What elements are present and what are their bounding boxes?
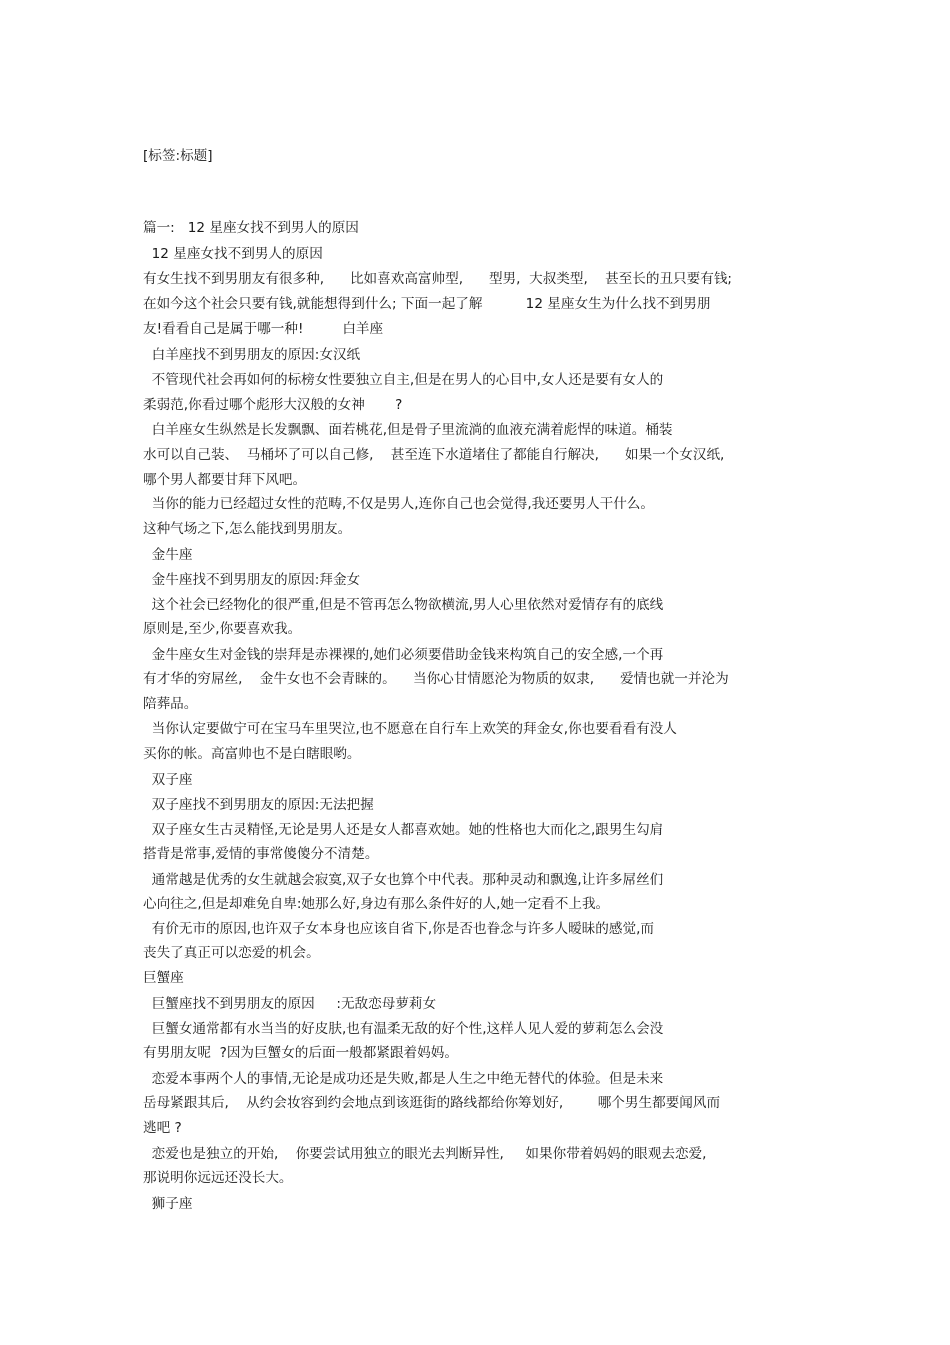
text-line: 有女生找不到男朋友有很多种, 比如喜欢高富帅型, 型男, 大叔类型, 甚至长的丑只要有钱; <box>143 271 733 287</box>
text-line: 这种气场之下,怎么能找到男朋友。 <box>143 521 352 537</box>
text-line: 恋爱也是独立的开始, 你要尝试用独立的眼光去判断异性, 如果你带着妈妈的眼观去恋爱, <box>143 1146 707 1162</box>
text-line: 双子座 <box>143 772 193 788</box>
text-line: 原则是,至少,你要喜欢我。 <box>143 621 302 637</box>
text-line: 友!看看自己是属于哪一种! 白羊座 <box>143 321 384 337</box>
text-line: 丧失了真正可以恋爱的机会。 <box>143 945 320 961</box>
text-line: 恋爱本事两个人的事情,无论是成功还是失败,都是人生之中绝无替代的体验。但是未来 <box>143 1071 664 1087</box>
text-line: 白羊座女生纵然是长发飘飘、面若桃花,但是骨子里流淌的血液充满着彪悍的味道。桶装 <box>143 422 673 438</box>
text-line: 哪个男人都要甘拜下风吧。 <box>143 472 307 488</box>
text-line: 双子座女生古灵精怪,无论是男人还是女人都喜欢她。她的性格也大而化之,跟男生勾肩 <box>143 822 664 838</box>
text-line: 金牛座女生对金钱的崇拜是赤裸裸的,她们必须要借助金钱来构筑自己的安全感,一个再 <box>143 647 664 663</box>
text-line: 那说明你远远还没长大。 <box>143 1170 293 1186</box>
text-line: 岳母紧跟其后, 从约会妆容到约会地点到该逛街的路线都给你筹划好, 哪个男生都要闻风而 <box>143 1095 721 1111</box>
text-line: 有才华的穷屌丝, 金牛女也不会青睐的。 当你心甘情愿沦为物质的奴隶, 爱情也就一并沦为 <box>143 671 729 687</box>
text-line: 当你的能力已经超过女性的范畴,不仅是男人,连你自己也会觉得,我还要男人干什么。 <box>143 496 654 512</box>
text-line: 柔弱范,你看过哪个彪形大汉般的女神 ? <box>143 397 403 413</box>
text-line: 篇一: 12 星座女找不到男人的原因 <box>143 220 359 236</box>
text-line: 不管现代社会再如何的标榜女性要独立自主,但是在男人的心目中,女人还是要有女人的 <box>143 372 664 388</box>
text-line: 这个社会已经物化的很严重,但是不管再怎么物欲横流,男人心里依然对爱情存有的底线 <box>143 597 664 613</box>
text-line: 陪葬品。 <box>143 696 198 712</box>
text-line: 白羊座找不到男朋友的原因:女汉纸 <box>143 347 361 363</box>
text-line: 水可以自己装、 马桶坏了可以自己修, 甚至连下水道堵住了都能自行解决, 如果一个女汉纸, <box>143 447 725 463</box>
text-line: 有价无市的原因,也许双子女本身也应该自省下,你是否也眷念与许多人暧昧的感觉,而 <box>143 921 654 937</box>
text-line: 在如今这个社会只要有钱,就能想得到什么; 下面一起了解 12 星座女生为什么找不到男朋 <box>143 296 711 312</box>
text-line: 狮子座 <box>143 1196 193 1212</box>
text-line: 搭背是常事,爱情的事常傻傻分不清楚。 <box>143 846 379 862</box>
text-line: 巨蟹座 <box>143 970 184 986</box>
text-line: 金牛座找不到男朋友的原因:拜金女 <box>143 572 361 588</box>
text-line: 买你的帐。高富帅也不是白瞎眼哟。 <box>143 746 361 762</box>
text-line: 巨蟹座找不到男朋友的原因 :无敌恋母萝莉女 <box>143 996 437 1012</box>
text-line: 双子座找不到男朋友的原因:无法把握 <box>143 797 374 813</box>
text-line: 巨蟹女通常都有水当当的好皮肤,也有温柔无敌的好个性,这样人见人爱的萝莉怎么会没 <box>143 1021 664 1037</box>
text-line: 心向往之,但是却难免自卑:她那么好,身边有那么条件好的人,她一定看不上我。 <box>143 896 610 912</box>
tag-line: [标签:标题] <box>143 148 213 164</box>
text-line: 当你认定要做宁可在宝马车里哭泣,也不愿意在自行车上欢笑的拜金女,你也要看看有没人 <box>143 721 677 737</box>
text-line: 有男朋友呢 ?因为巨蟹女的后面一般都紧跟着妈妈。 <box>143 1045 458 1061</box>
text-line: 12 星座女找不到男人的原因 <box>143 246 323 262</box>
text-line: 通常越是优秀的女生就越会寂寞,双子女也算个中代表。那种灵动和飘逸,让许多屌丝们 <box>143 872 664 888</box>
text-line: 逃吧 ? <box>143 1120 182 1136</box>
text-line: 金牛座 <box>143 547 193 563</box>
